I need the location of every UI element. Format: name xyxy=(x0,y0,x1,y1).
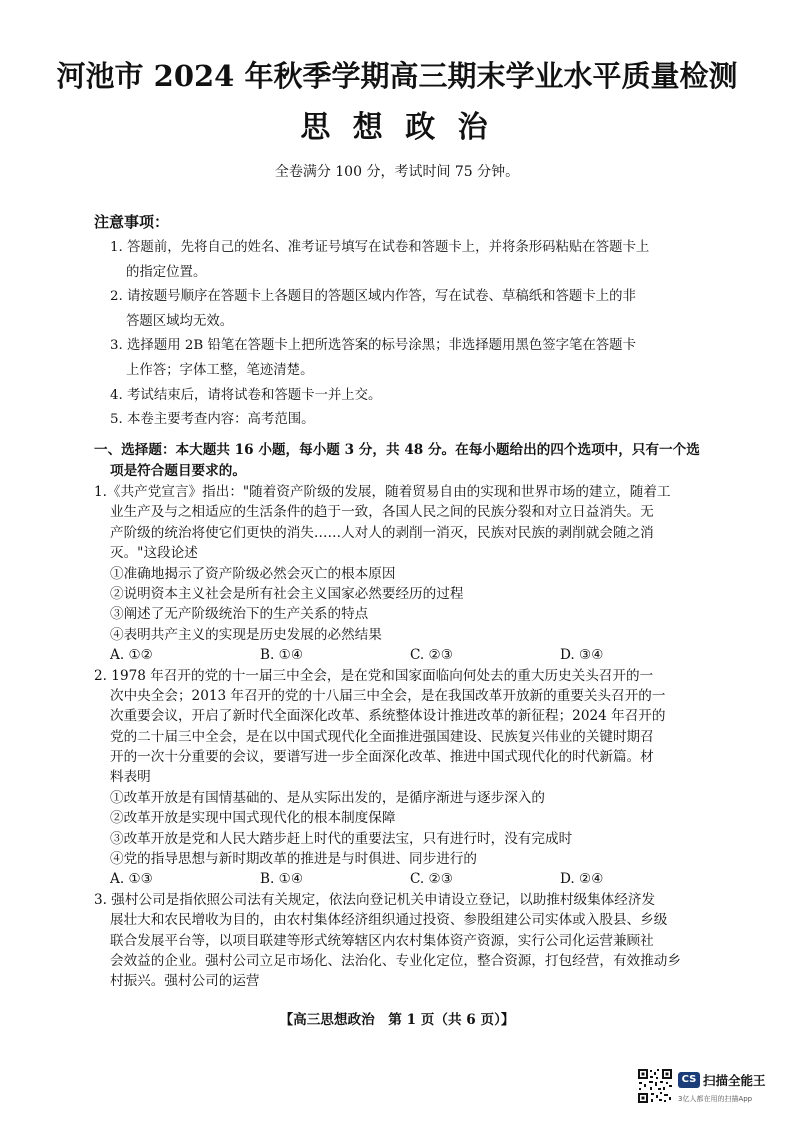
cs-logo-icon: CS xyxy=(678,1072,700,1088)
question-stem-line: 业生产及与之相适应的生活条件的趋于一致，各国人民之间的民族分裂和对立日益消失。无 xyxy=(110,504,654,521)
question-option: ④表明共产主义的实现是历史发展的必然结果 xyxy=(110,626,382,643)
question-1 xyxy=(94,482,734,666)
subject-title: 思 想 政 治 xyxy=(300,110,494,145)
answer-choice-c: C. ②③ xyxy=(410,647,453,664)
notice-line: 答题区域均无效。 xyxy=(126,313,234,329)
notice-heading: 注意事项： xyxy=(94,213,170,231)
question-option: ③改革开放是党和人民大踏步赶上时代的重要法宝，只有进行时，没有完成时 xyxy=(110,830,573,847)
question-option: ④党的指导思想与新时期改革的推进是与时俱进、同步进行的 xyxy=(110,851,478,868)
question-stem-line: 党的二十届三中全会，是在以中国式现代化全面推进强国建设、民族复兴伟业的关键时期召 xyxy=(110,728,654,745)
section-line: 一、选择题：本大题共 16 小题，每小题 3 分，共 48 分。在每小题给出的四个选项中，只有一个选 xyxy=(94,442,700,458)
brand-tagline: 3亿人都在用的扫描App xyxy=(678,1095,753,1103)
score-time-line: 全卷满分 100 分，考试时间 75 分钟。 xyxy=(274,164,520,180)
question-option: ②说明资本主义社会是所有社会主义国家必然要经历的过程 xyxy=(110,585,464,602)
question-stem-line: 1.《共产党宣言》指出："随着资产阶级的发展，随着贸易自由的实现和世界市场的建立，随着工 xyxy=(94,484,671,500)
notice-line: 3. 选择题用 2B 铅笔在答题卡上把所选答案的标号涂黑；非选择题用黑色签字笔在答题卡 xyxy=(110,338,636,354)
question-option: ①改革开放是有国情基础的、是从实际出发的，是循序渐进与逐步深入的 xyxy=(110,789,545,806)
question-option: ③阐述了无产阶级统治下的生产关系的特点 xyxy=(110,606,369,623)
answer-choices xyxy=(94,645,734,665)
answer-choice-b: B. ①④ xyxy=(260,647,304,664)
question-option: ②改革开放是实现中国式现代化的根本制度保障 xyxy=(110,810,396,827)
notice-line: 1. 答题前，先将自己的姓名、准考证号填写在试卷和答题卡上，并将条形码粘贴在答题卡上 xyxy=(110,240,650,255)
page-footer: 【高三思想政治 第 1 页（共 6 页）】 xyxy=(279,1012,515,1028)
brand-name: 扫描全能王 xyxy=(703,1073,766,1088)
qr-code-icon xyxy=(637,1068,673,1104)
question-stem-line: 展壮大和农民增收为目的，由农村集体经济组织通过投资、参股组建公司实体或入股县、乡级 xyxy=(110,912,668,929)
question-option: ①准确地揭示了资产阶级必然会灭亡的根本原因 xyxy=(110,565,396,582)
scanner-brand xyxy=(678,1070,788,1110)
question-stem-line: 次中央全会；2013 年召开的党的十八届三中全会，是在我国改革开放新的重要关头召开的一 xyxy=(110,687,666,704)
question-stem-line: 会效益的企业。强村公司立足市场化、法治化、专业化定位，整合资源，打包经营，有效推动乡 xyxy=(110,952,681,969)
question-stem-line: 3. 强村公司是指依照公司法有关规定，依法向登记机关申请设立登记，以助推村级集体经济发 xyxy=(94,891,656,908)
question-stem-line: 产阶级的统治将使它们更快的消失……人对人的剥削一消灭，民族对民族的剥削就会随之消 xyxy=(110,524,654,541)
notice-line: 5. 本卷主要考查内容：高考范围。 xyxy=(110,412,315,428)
question-stem-line: 2. 1978 年召开的党的十一届三中全会，是在党和国家面临向何处去的重大历史关头召开的一 xyxy=(94,667,654,684)
notice-line: 的指定位置。 xyxy=(126,264,207,280)
notice-line: 上作答；字体工整，笔迹清楚。 xyxy=(126,362,314,378)
notice-line: 2. 请按题号顺序在答题卡上各题目的答题区域内作答，写在试卷、草稿纸和答题卡上的非 xyxy=(110,289,636,305)
answer-choices xyxy=(94,869,734,889)
question-stem-line: 开的一次十分重要的会议，要谱写进一步全面深化改革、推进中国式现代化的时代新篇。材 xyxy=(110,749,654,766)
answer-choice-a: A. ①③ xyxy=(110,871,153,888)
section-line: 项是符合题目要求的。 xyxy=(110,462,246,479)
question-stem-line: 次重要会议，开启了新时代全面深化改革、系统整体设计推进改革的新征程；2024 年召开的 xyxy=(110,708,666,725)
question-list xyxy=(94,482,734,992)
question-stem-line: 灭。"这段论述 xyxy=(110,545,198,562)
exam-title: 河池市 2024 年秋季学期高三期末学业水平质量检测 xyxy=(56,59,738,93)
answer-choice-b: B. ①④ xyxy=(260,871,304,888)
answer-choice-a: A. ①② xyxy=(110,647,153,664)
question-stem-line: 联合发展平台等，以项目联建等形式统筹辖区内农村集体资产资源，实行公司化运营兼顾社 xyxy=(110,932,654,949)
notice-line: 4. 考试结束后，请将试卷和答题卡一并上交。 xyxy=(110,387,382,403)
answer-choice-d: D. ③④ xyxy=(560,647,604,664)
section-heading xyxy=(94,440,734,481)
answer-choice-d: D. ②④ xyxy=(560,871,604,888)
answer-choice-c: C. ②③ xyxy=(410,871,453,888)
question-2 xyxy=(94,666,734,890)
notice-list xyxy=(110,236,710,433)
question-3 xyxy=(94,890,734,992)
question-stem-line: 村振兴。强村公司的运营 xyxy=(110,973,260,990)
question-stem-line: 料表明 xyxy=(110,769,151,786)
